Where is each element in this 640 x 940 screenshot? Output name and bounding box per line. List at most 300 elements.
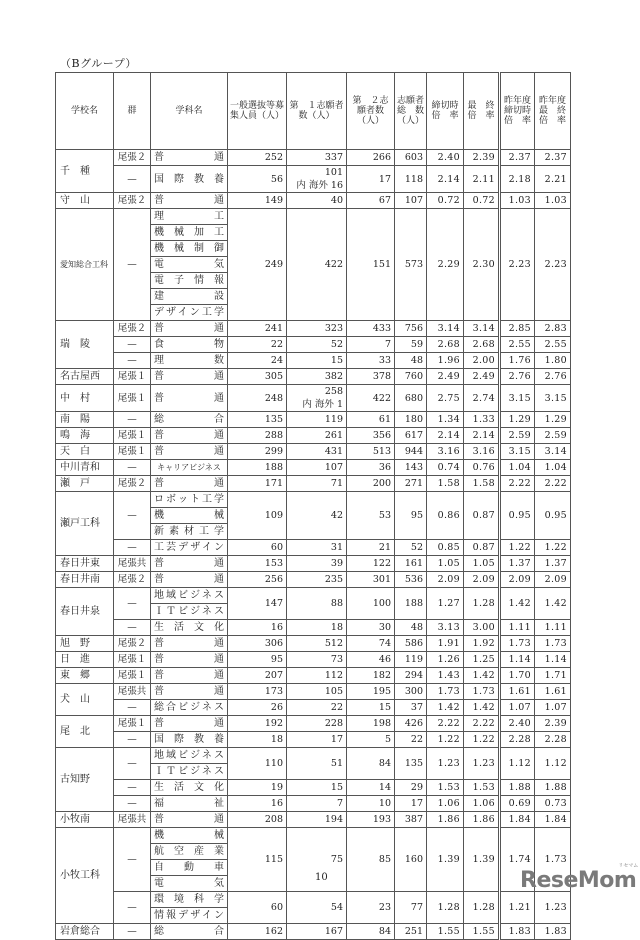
- table-row: [56, 812, 571, 828]
- second-choice-cell: 84: [347, 748, 395, 780]
- group-title: （Bグループ）: [60, 57, 137, 70]
- first-count: 228: [324, 718, 343, 729]
- dept-name: 福 祉: [151, 796, 228, 812]
- dept-name: 普 通: [151, 652, 228, 668]
- prev-final-rate-cell: 2.37: [535, 150, 571, 166]
- dept-name: 電 子 情 報: [151, 273, 228, 289]
- group-cell: —: [114, 796, 151, 812]
- first-count: 51: [330, 758, 343, 769]
- first-choice-cell: [287, 620, 347, 636]
- dept-name: 普 通: [151, 193, 228, 209]
- first-choice-cell: [287, 321, 347, 337]
- dept-name: 普 通: [151, 476, 228, 492]
- dept-name: 普 通: [151, 150, 228, 166]
- first-count: 15: [330, 355, 343, 366]
- table-row: [56, 150, 571, 166]
- total-cell: 22: [395, 732, 427, 748]
- first-count: 167: [324, 926, 343, 937]
- deadline-rate-cell: 2.14: [427, 166, 464, 193]
- header-capacity: 一般選抜等募集人員（人）: [228, 73, 287, 150]
- capacity-cell: 115: [228, 828, 287, 892]
- first-count: 15: [330, 782, 343, 793]
- prev-final-rate-cell: 2.55: [535, 337, 571, 353]
- first-choice-cell: [287, 588, 347, 620]
- total-cell: 586: [395, 636, 427, 652]
- total-cell: 48: [395, 620, 427, 636]
- school-name: 日 進: [56, 652, 114, 668]
- dept-name: ＩＴビジネス: [151, 604, 228, 620]
- prev-deadline-rate-cell: 1.11: [500, 620, 535, 636]
- capacity-cell: 16: [228, 620, 287, 636]
- table-row: [56, 684, 571, 700]
- table-row: [56, 412, 571, 428]
- total-cell: 760: [395, 369, 427, 385]
- dept-name: 国 際 教 養: [151, 732, 228, 748]
- first-count: 323: [324, 323, 343, 334]
- deadline-rate-cell: 2.09: [427, 572, 464, 588]
- first-count: 75: [330, 854, 343, 865]
- dept-name: 理 工: [151, 209, 228, 225]
- second-choice-cell: 15: [347, 700, 395, 716]
- first-count: 71: [330, 478, 343, 489]
- deadline-rate-cell: 0.72: [427, 193, 464, 209]
- deadline-rate-cell: 1.86: [427, 812, 464, 828]
- prev-deadline-rate-cell: 2.28: [500, 732, 535, 748]
- dept-name: 総 合: [151, 924, 228, 940]
- dept-name: 電 気: [151, 257, 228, 273]
- prev-deadline-rate-cell: 1.04: [500, 460, 535, 476]
- school-name: 瀬戸工科: [56, 492, 114, 556]
- dept-name: 普 通: [151, 636, 228, 652]
- logo-kana: リセマム: [618, 863, 639, 869]
- deadline-rate-cell: 2.14: [427, 428, 464, 444]
- final-rate-cell: 1.92: [464, 636, 500, 652]
- prev-final-rate-cell: 3.14: [535, 444, 571, 460]
- second-choice-cell: 356: [347, 428, 395, 444]
- second-choice-cell: 33: [347, 353, 395, 369]
- first-choice-cell: [287, 166, 347, 193]
- first-count: 101: [324, 167, 343, 178]
- first-count: 31: [330, 542, 343, 553]
- capacity-cell: 22: [228, 337, 287, 353]
- table-row: [56, 620, 571, 636]
- deadline-rate-cell: 1.22: [427, 732, 464, 748]
- table-row: [56, 588, 571, 604]
- first-count: 422: [324, 259, 343, 270]
- school-name: 瑞 陵: [56, 321, 114, 369]
- first-count: 40: [330, 195, 343, 206]
- first-count: 39: [330, 558, 343, 569]
- prev-final-rate-cell: 1.83: [535, 924, 571, 940]
- second-choice-cell: 74: [347, 636, 395, 652]
- table-row: [56, 716, 571, 732]
- school-name: 東 郷: [56, 668, 114, 684]
- deadline-rate-cell: 3.16: [427, 444, 464, 460]
- deadline-rate-cell: 3.14: [427, 321, 464, 337]
- capacity-cell: 24: [228, 353, 287, 369]
- deadline-rate-cell: 1.43: [427, 668, 464, 684]
- final-rate-cell: 2.09: [464, 572, 500, 588]
- prev-deadline-rate-cell: 1.03: [500, 193, 535, 209]
- first-choice-cell: [287, 369, 347, 385]
- prev-deadline-rate-cell: 2.18: [500, 166, 535, 193]
- prev-final-rate-cell: 1.37: [535, 556, 571, 572]
- dept-name: 機 械: [151, 508, 228, 524]
- prev-final-rate-cell: 1.22: [535, 540, 571, 556]
- dept-name: 普 通: [151, 668, 228, 684]
- first-choice-cell: [287, 684, 347, 700]
- school-name: 小牧南: [56, 812, 114, 828]
- second-choice-cell: 422: [347, 385, 395, 412]
- prev-final-rate-cell: 1.73: [535, 636, 571, 652]
- prev-final-rate-cell: 1.14: [535, 652, 571, 668]
- dept-name: 生 活 文 化: [151, 780, 228, 796]
- total-cell: 251: [395, 924, 427, 940]
- capacity-cell: 305: [228, 369, 287, 385]
- first-choice-cell: [287, 652, 347, 668]
- dept-name: 建 設: [151, 289, 228, 305]
- capacity-cell: 56: [228, 166, 287, 193]
- total-cell: 29: [395, 780, 427, 796]
- prev-final-rate-cell: 1.03: [535, 193, 571, 209]
- capacity-cell: 299: [228, 444, 287, 460]
- first-count: 73: [330, 654, 343, 665]
- prev-final-rate-cell: 0.95: [535, 492, 571, 540]
- total-cell: 107: [395, 193, 427, 209]
- prev-deadline-rate-cell: 3.15: [500, 444, 535, 460]
- dept-name: 普 通: [151, 556, 228, 572]
- capacity-cell: 207: [228, 668, 287, 684]
- first-choice-cell: [287, 556, 347, 572]
- deadline-rate-cell: 2.29: [427, 209, 464, 321]
- school-name: 中 村: [56, 385, 114, 412]
- first-choice-cell: [287, 716, 347, 732]
- prev-final-rate-cell: 2.59: [535, 428, 571, 444]
- dept-name: 総 合: [151, 412, 228, 428]
- prev-final-rate-cell: 1.42: [535, 588, 571, 620]
- second-choice-cell: 17: [347, 166, 395, 193]
- dept-name: 機 械 加 工: [151, 225, 228, 241]
- prev-final-rate-cell: 1.23: [535, 892, 571, 924]
- table-row: [56, 748, 571, 764]
- school-name: 岩倉総合: [56, 924, 114, 940]
- first-choice-cell: [287, 636, 347, 652]
- total-cell: 119: [395, 652, 427, 668]
- group-cell: —: [114, 748, 151, 780]
- prev-final-rate-cell: 2.22: [535, 476, 571, 492]
- table-row: [56, 460, 571, 476]
- prev-deadline-rate-cell: 1.76: [500, 353, 535, 369]
- table-row: [56, 321, 571, 337]
- prev-deadline-rate-cell: 1.84: [500, 812, 535, 828]
- capacity-cell: 192: [228, 716, 287, 732]
- school-name: 瀬 戸: [56, 476, 114, 492]
- dept-name: 機 械: [151, 828, 228, 844]
- prev-deadline-rate-cell: 2.23: [500, 209, 535, 321]
- dept-name: 普 通: [151, 321, 228, 337]
- group-cell: —: [114, 620, 151, 636]
- final-rate-cell: 2.39: [464, 150, 500, 166]
- capacity-cell: 288: [228, 428, 287, 444]
- dept-name: 普 通: [151, 428, 228, 444]
- dept-name: 生 活 文 化: [151, 620, 228, 636]
- first-choice-cell: [287, 209, 347, 321]
- prev-deadline-rate-cell: 1.42: [500, 588, 535, 620]
- first-count: 119: [324, 414, 343, 425]
- total-cell: 680: [395, 385, 427, 412]
- capacity-cell: 162: [228, 924, 287, 940]
- first-count: 107: [324, 462, 343, 473]
- dept-name: 機 械 制 御: [151, 241, 228, 257]
- deadline-rate-cell: 1.53: [427, 780, 464, 796]
- dept-name: 情報デザイン: [151, 908, 228, 924]
- total-cell: 426: [395, 716, 427, 732]
- school-name: 名古屋西: [56, 369, 114, 385]
- deadline-rate-cell: 2.75: [427, 385, 464, 412]
- school-name: 古知野: [56, 748, 114, 812]
- final-rate-cell: 1.39: [464, 828, 500, 892]
- prev-final-rate-cell: 1.07: [535, 700, 571, 716]
- school-name: 守 山: [56, 193, 114, 209]
- deadline-rate-cell: 0.85: [427, 540, 464, 556]
- prev-deadline-rate-cell: 2.85: [500, 321, 535, 337]
- first-count: 17: [330, 734, 343, 745]
- total-cell: 188: [395, 588, 427, 620]
- first-choice-cell: [287, 492, 347, 540]
- second-choice-cell: 100: [347, 588, 395, 620]
- capacity-cell: 306: [228, 636, 287, 652]
- prev-final-rate-cell: 2.39: [535, 716, 571, 732]
- prev-deadline-rate-cell: 2.22: [500, 476, 535, 492]
- deadline-rate-cell: 2.22: [427, 716, 464, 732]
- group-cell: 尾張共: [114, 684, 151, 700]
- prev-deadline-rate-cell: 1.07: [500, 700, 535, 716]
- school-name: 小牧工科: [56, 828, 114, 924]
- group-cell: 尾張１: [114, 369, 151, 385]
- group-cell: 尾張共: [114, 812, 151, 828]
- total-cell: 48: [395, 353, 427, 369]
- group-cell: —: [114, 732, 151, 748]
- second-choice-cell: 301: [347, 572, 395, 588]
- first-choice-cell: [287, 428, 347, 444]
- table-row: [56, 369, 571, 385]
- first-choice-cell: [287, 540, 347, 556]
- deadline-rate-cell: 1.27: [427, 588, 464, 620]
- school-name: 愛知総合工科: [56, 209, 114, 321]
- dept-name: 国 際 教 養: [151, 166, 228, 193]
- prev-final-rate-cell: 2.76: [535, 369, 571, 385]
- second-choice-cell: 30: [347, 620, 395, 636]
- prev-deadline-rate-cell: 2.09: [500, 572, 535, 588]
- dept-name: 電 気: [151, 876, 228, 892]
- dept-name: 新素材工学: [151, 524, 228, 540]
- dept-name: 自 動 車: [151, 860, 228, 876]
- capacity-cell: 147: [228, 588, 287, 620]
- final-rate-cell: 2.74: [464, 385, 500, 412]
- total-cell: 77: [395, 892, 427, 924]
- second-choice-cell: 36: [347, 460, 395, 476]
- final-rate-cell: 1.42: [464, 668, 500, 684]
- dept-name: 普 通: [151, 572, 228, 588]
- group-cell: —: [114, 460, 151, 476]
- final-rate-cell: 1.28: [464, 588, 500, 620]
- second-choice-cell: 5: [347, 732, 395, 748]
- dept-name: 普 通: [151, 385, 228, 412]
- resemom-logo: [520, 863, 639, 893]
- capacity-cell: 252: [228, 150, 287, 166]
- first-choice-cell: [287, 892, 347, 924]
- total-cell: 52: [395, 540, 427, 556]
- group-cell: 尾張１: [114, 385, 151, 412]
- table-row: [56, 193, 571, 209]
- capacity-cell: 60: [228, 892, 287, 924]
- total-cell: 95: [395, 492, 427, 540]
- prev-final-rate-cell: 1.84: [535, 812, 571, 828]
- first-choice-cell: [287, 150, 347, 166]
- final-rate-cell: 3.16: [464, 444, 500, 460]
- second-choice-cell: 198: [347, 716, 395, 732]
- final-rate-cell: 1.23: [464, 748, 500, 780]
- group-cell: —: [114, 337, 151, 353]
- logo-text: ReseMom: [520, 868, 637, 893]
- overseas-note: 内 海外 16: [296, 180, 343, 191]
- first-count: 112: [324, 670, 343, 681]
- first-count: 88: [330, 598, 343, 609]
- final-rate-cell: 1.53: [464, 780, 500, 796]
- page-number: 10: [315, 872, 328, 883]
- prev-deadline-rate-cell: 2.40: [500, 716, 535, 732]
- deadline-rate-cell: 2.49: [427, 369, 464, 385]
- final-rate-cell: 0.72: [464, 193, 500, 209]
- header-group: 群: [114, 73, 151, 150]
- header-second: 第 ２志願者数（人）: [347, 73, 395, 150]
- first-choice-cell: [287, 780, 347, 796]
- prev-deadline-rate-cell: 2.55: [500, 337, 535, 353]
- prev-final-rate-cell: 2.83: [535, 321, 571, 337]
- prev-final-rate-cell: 1.04: [535, 460, 571, 476]
- second-choice-cell: 266: [347, 150, 395, 166]
- final-rate-cell: 3.14: [464, 321, 500, 337]
- deadline-rate-cell: 1.34: [427, 412, 464, 428]
- first-choice-cell: [287, 812, 347, 828]
- school-name: 犬 山: [56, 684, 114, 716]
- first-choice-cell: [287, 668, 347, 684]
- total-cell: 160: [395, 828, 427, 892]
- deadline-rate-cell: 1.06: [427, 796, 464, 812]
- header-final-rate: 最 終倍 率: [464, 73, 500, 150]
- total-cell: 118: [395, 166, 427, 193]
- total-cell: 294: [395, 668, 427, 684]
- final-rate-cell: 2.22: [464, 716, 500, 732]
- prev-deadline-rate-cell: 1.73: [500, 636, 535, 652]
- final-rate-cell: 1.55: [464, 924, 500, 940]
- overseas-note: 内 海外 1: [302, 399, 343, 410]
- prev-final-rate-cell: 1.71: [535, 668, 571, 684]
- prev-deadline-rate-cell: 3.15: [500, 385, 535, 412]
- prev-final-rate-cell: 1.73: [535, 828, 571, 892]
- table-row: [56, 732, 571, 748]
- dept-name: 普 通: [151, 444, 228, 460]
- first-choice-cell: [287, 700, 347, 716]
- second-choice-cell: 122: [347, 556, 395, 572]
- school-name: 春日井南: [56, 572, 114, 588]
- final-rate-cell: 0.87: [464, 492, 500, 540]
- group-cell: —: [114, 700, 151, 716]
- group-cell: —: [114, 780, 151, 796]
- first-choice-cell: [287, 796, 347, 812]
- first-count: 261: [324, 430, 343, 441]
- second-choice-cell: 53: [347, 492, 395, 540]
- prev-final-rate-cell: 0.73: [535, 796, 571, 812]
- group-cell: 尾張１: [114, 716, 151, 732]
- total-cell: 17: [395, 796, 427, 812]
- first-count: 22: [330, 702, 343, 713]
- final-rate-cell: 1.22: [464, 732, 500, 748]
- second-choice-cell: 46: [347, 652, 395, 668]
- prev-final-rate-cell: 1.12: [535, 748, 571, 780]
- deadline-rate-cell: 2.68: [427, 337, 464, 353]
- total-cell: 617: [395, 428, 427, 444]
- group-cell: 尾張２: [114, 321, 151, 337]
- capacity-cell: 110: [228, 748, 287, 780]
- first-choice-cell: [287, 924, 347, 940]
- table-row: [56, 652, 571, 668]
- capacity-cell: 26: [228, 700, 287, 716]
- prev-deadline-rate-cell: 1.21: [500, 892, 535, 924]
- final-rate-cell: 1.06: [464, 796, 500, 812]
- capacity-cell: 248: [228, 385, 287, 412]
- header-first: 第 １志願者数（人）: [287, 73, 347, 150]
- first-choice-cell: [287, 353, 347, 369]
- prev-deadline-rate-cell: 0.95: [500, 492, 535, 540]
- total-cell: 944: [395, 444, 427, 460]
- prev-final-rate-cell: 1.88: [535, 780, 571, 796]
- second-choice-cell: 61: [347, 412, 395, 428]
- deadline-rate-cell: 1.26: [427, 652, 464, 668]
- capacity-cell: 19: [228, 780, 287, 796]
- group-cell: —: [114, 412, 151, 428]
- capacity-cell: 60: [228, 540, 287, 556]
- deadline-rate-cell: 1.23: [427, 748, 464, 780]
- group-cell: 尾張２: [114, 476, 151, 492]
- header-deadline-rate: 締切時倍 率: [427, 73, 464, 150]
- final-rate-cell: 1.05: [464, 556, 500, 572]
- table-row: [56, 668, 571, 684]
- capacity-cell: 241: [228, 321, 287, 337]
- dept-name: 理 数: [151, 353, 228, 369]
- prev-deadline-rate-cell: 1.61: [500, 684, 535, 700]
- second-choice-cell: 195: [347, 684, 395, 700]
- table-row: [56, 428, 571, 444]
- table-row: [56, 796, 571, 812]
- capacity-cell: 173: [228, 684, 287, 700]
- prev-final-rate-cell: 1.61: [535, 684, 571, 700]
- capacity-cell: 188: [228, 460, 287, 476]
- school-name: 鳴 海: [56, 428, 114, 444]
- second-choice-cell: 182: [347, 668, 395, 684]
- group-cell: —: [114, 924, 151, 940]
- first-choice-cell: [287, 476, 347, 492]
- first-choice-cell: [287, 193, 347, 209]
- capacity-cell: 135: [228, 412, 287, 428]
- first-choice-cell: [287, 732, 347, 748]
- prev-final-rate-cell: 2.23: [535, 209, 571, 321]
- capacity-cell: 149: [228, 193, 287, 209]
- dept-name: デザイン工学: [151, 305, 228, 321]
- final-rate-cell: 0.76: [464, 460, 500, 476]
- dept-name: 工芸デザイン: [151, 540, 228, 556]
- total-cell: 180: [395, 412, 427, 428]
